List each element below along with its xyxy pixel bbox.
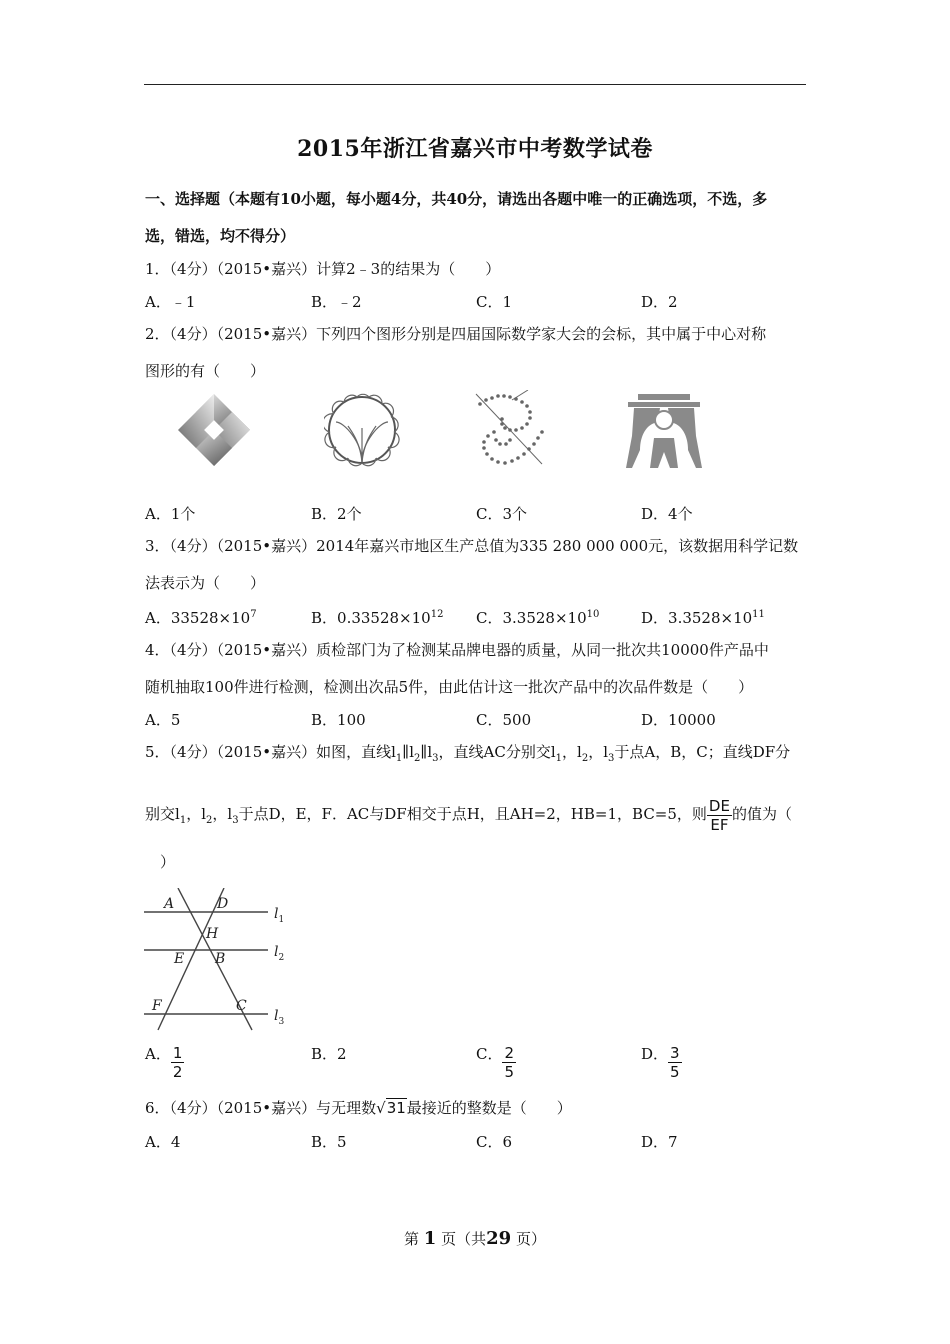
current-page-number: 1 [423,1228,437,1249]
q6-option-d: D．7 [641,1133,678,1151]
point-e-label: E [174,951,185,967]
q5-option-d-label: D． [641,1045,669,1063]
q2-option-b: B．2个 [311,505,362,523]
q5-text: ∥l [402,743,415,761]
q6-option-c: C．6 [476,1133,513,1151]
fraction-denominator: EF [710,815,729,834]
q5-option-d-fraction [668,1044,682,1081]
pinwheel-logo-figure [176,392,252,468]
q5-options [145,1044,825,1088]
q5-option-a-fraction [171,1044,185,1081]
fraction-denominator: 2 [172,1063,183,1081]
footer-text: 页（共 [441,1230,487,1248]
q1-option-b: B．﹣2 [311,293,362,311]
subscript: 1 [179,815,187,826]
q3-option-c [476,605,599,628]
q1-options [145,292,825,314]
subscript: 1 [555,753,562,764]
q5-option-a [145,1044,184,1081]
line-l3-label [274,1008,284,1027]
subscript: 3 [608,753,615,764]
q3-option-d-mantissa: 3.3528×10 [668,609,753,627]
q3-option-c-label: C． [476,609,503,627]
point-f-label: F [152,998,162,1014]
q2-stem-line1: 2．（4分）（2015•嘉兴）下列四个图形分别是四届国际数学家大会的会标，其中属于中心对称 [145,325,767,343]
point-h-label: H [206,926,219,942]
subscript: 3 [432,753,439,764]
point-d-label: D [217,896,229,912]
q6-stem [145,1098,572,1118]
subscript: 2 [581,753,589,764]
q4-stem-line2: 随机抽取100件进行检测，检测出次品5件，由此估计这一批次产品中的次品件数是（ ） [145,678,754,696]
q3-option-b-label: B． [311,609,338,627]
q6-options [145,1132,825,1154]
q3-option-b-exponent: 12 [430,609,444,620]
q5-text: 别交l [145,805,180,823]
pagoda-logo-figure [624,392,704,470]
q6-option-b: B．5 [311,1133,347,1151]
q4-option-b: B．100 [311,711,366,729]
fraction-numerator: 3 [670,1044,680,1062]
q3-options [145,605,825,627]
q5-text: ，l [212,805,233,823]
q1-option-d: D．2 [641,293,678,311]
q5-text: ，l [588,743,608,761]
q5-text: 于点A，B，C；直线DF分 [614,743,791,761]
q5-text: ∥l [420,743,433,761]
subscript: 2 [414,753,421,764]
q3-option-d-exponent: 11 [752,609,765,620]
dotted-spiral-logo-figure [472,390,552,470]
q1-option-c: C．1 [476,293,513,311]
line-index: 2 [278,953,285,963]
q3-option-b-mantissa: 0.33528×10 [337,609,431,627]
sqrt-sign: √ [376,1099,386,1117]
q5-stem-line3: ） [160,853,176,871]
q3-stem-line2: 法表示为（ ） [145,574,266,592]
q5-option-c [476,1044,516,1081]
line-letter: l [274,944,279,960]
total-page-count: 29 [486,1228,512,1249]
q3-option-d [641,605,765,628]
q5-option-c-label: C． [476,1045,503,1063]
page-title: 2015年浙江省嘉兴市中考数学试卷 [297,136,653,162]
q5-stem-line2 [145,796,792,839]
fraction-numerator: DE [708,796,730,815]
page-footer [0,1228,950,1249]
q5-fraction-de-ef [707,797,732,834]
fraction-numerator: 2 [504,1044,515,1062]
q3-option-a-mantissa: 33528×10 [170,609,251,627]
q3-option-c-exponent: 10 [586,609,600,620]
q4-stem-line1: 4．（4分）（2015•嘉兴）质检部门为了检测某品牌电器的质量，从同一批次共10000件产品中 [145,641,769,659]
fraction-numerator: 1 [172,1044,183,1062]
q1-option-a: A．﹣1 [145,293,196,311]
q3-option-b [311,605,443,628]
line-index: 3 [278,1017,285,1027]
line-index: 1 [278,915,285,925]
fraction-denominator: 5 [504,1063,515,1081]
q3-option-c-mantissa: 3.3528×10 [502,609,587,627]
circle-arcs-logo-figure [324,392,400,468]
q6-text: 最接近的整数是（ ） [406,1099,572,1117]
parallel-lines-figure [140,888,300,1033]
section-heading-line2: 选，错选，均不得分） [145,227,296,245]
q2-option-a: A．1个 [145,505,196,523]
line-l2-label [274,944,284,963]
subscript: 1 [395,753,403,764]
q5-stem-line1 [145,742,790,769]
q5-text: ，直线AC分别交l [438,743,556,761]
section-heading-line1: 一、选择题（本题有10小题，每小题4分，共40分，请选出各题中唯一的正确选项，不选，多 [145,190,768,208]
line-letter: l [274,906,279,922]
fraction-denominator: 5 [670,1063,680,1081]
footer-text: 第 [404,1230,420,1248]
q5-text: 5．（4分）（2015•嘉兴）如图，直线l [145,743,396,761]
q3-option-a [145,605,257,628]
q2-stem-line2: 图形的有（ ） [145,362,266,380]
q5-text: 的值为（ [731,805,792,823]
q5-option-c-fraction [502,1044,516,1081]
point-c-label: C [236,998,247,1014]
q5-text: 于点D，E，F．AC与DF相交于点H，且AH=2，HB=1，BC=5，则 [238,805,707,823]
line-letter: l [274,1008,279,1024]
point-b-label: B [215,951,226,967]
q5-option-d [641,1044,682,1081]
q5-option-b: B．2 [311,1045,347,1063]
q1-stem: 1．（4分）（2015•嘉兴）计算2﹣3的结果为（ ） [145,260,501,278]
q5-option-a-label: A． [145,1045,171,1063]
q4-option-d: D．10000 [641,711,716,729]
q4-option-a: A．5 [145,711,181,729]
line-l1-label [274,906,284,925]
q3-stem-line1: 3．（4分）（2015•嘉兴）2014年嘉兴市地区生产总值为335 280 000 000元，该数据用科学记数 [145,537,799,555]
q4-option-c: C．500 [476,711,532,729]
q2-option-c: C．3个 [476,505,528,523]
q5-text: ，l [186,805,206,823]
q3-option-d-label: D． [641,609,669,627]
subscript: 3 [232,815,239,826]
footer-text: 页） [515,1230,546,1248]
sqrt-expression [376,1098,407,1118]
header-rule [144,84,806,85]
q3-option-a-exponent: 7 [250,609,257,620]
subscript: 2 [206,815,213,826]
q4-options [145,710,825,732]
q2-option-d: D．4个 [641,505,693,523]
q5-text: ，l [562,743,582,761]
q3-option-a-label: A． [145,609,171,627]
q6-text: 6．（4分）（2015•嘉兴）与无理数 [145,1099,377,1117]
q6-option-a: A．4 [145,1133,181,1151]
q2-options [145,504,825,526]
point-a-label: A [164,896,175,912]
sqrt-radicand: 31 [386,1099,406,1117]
